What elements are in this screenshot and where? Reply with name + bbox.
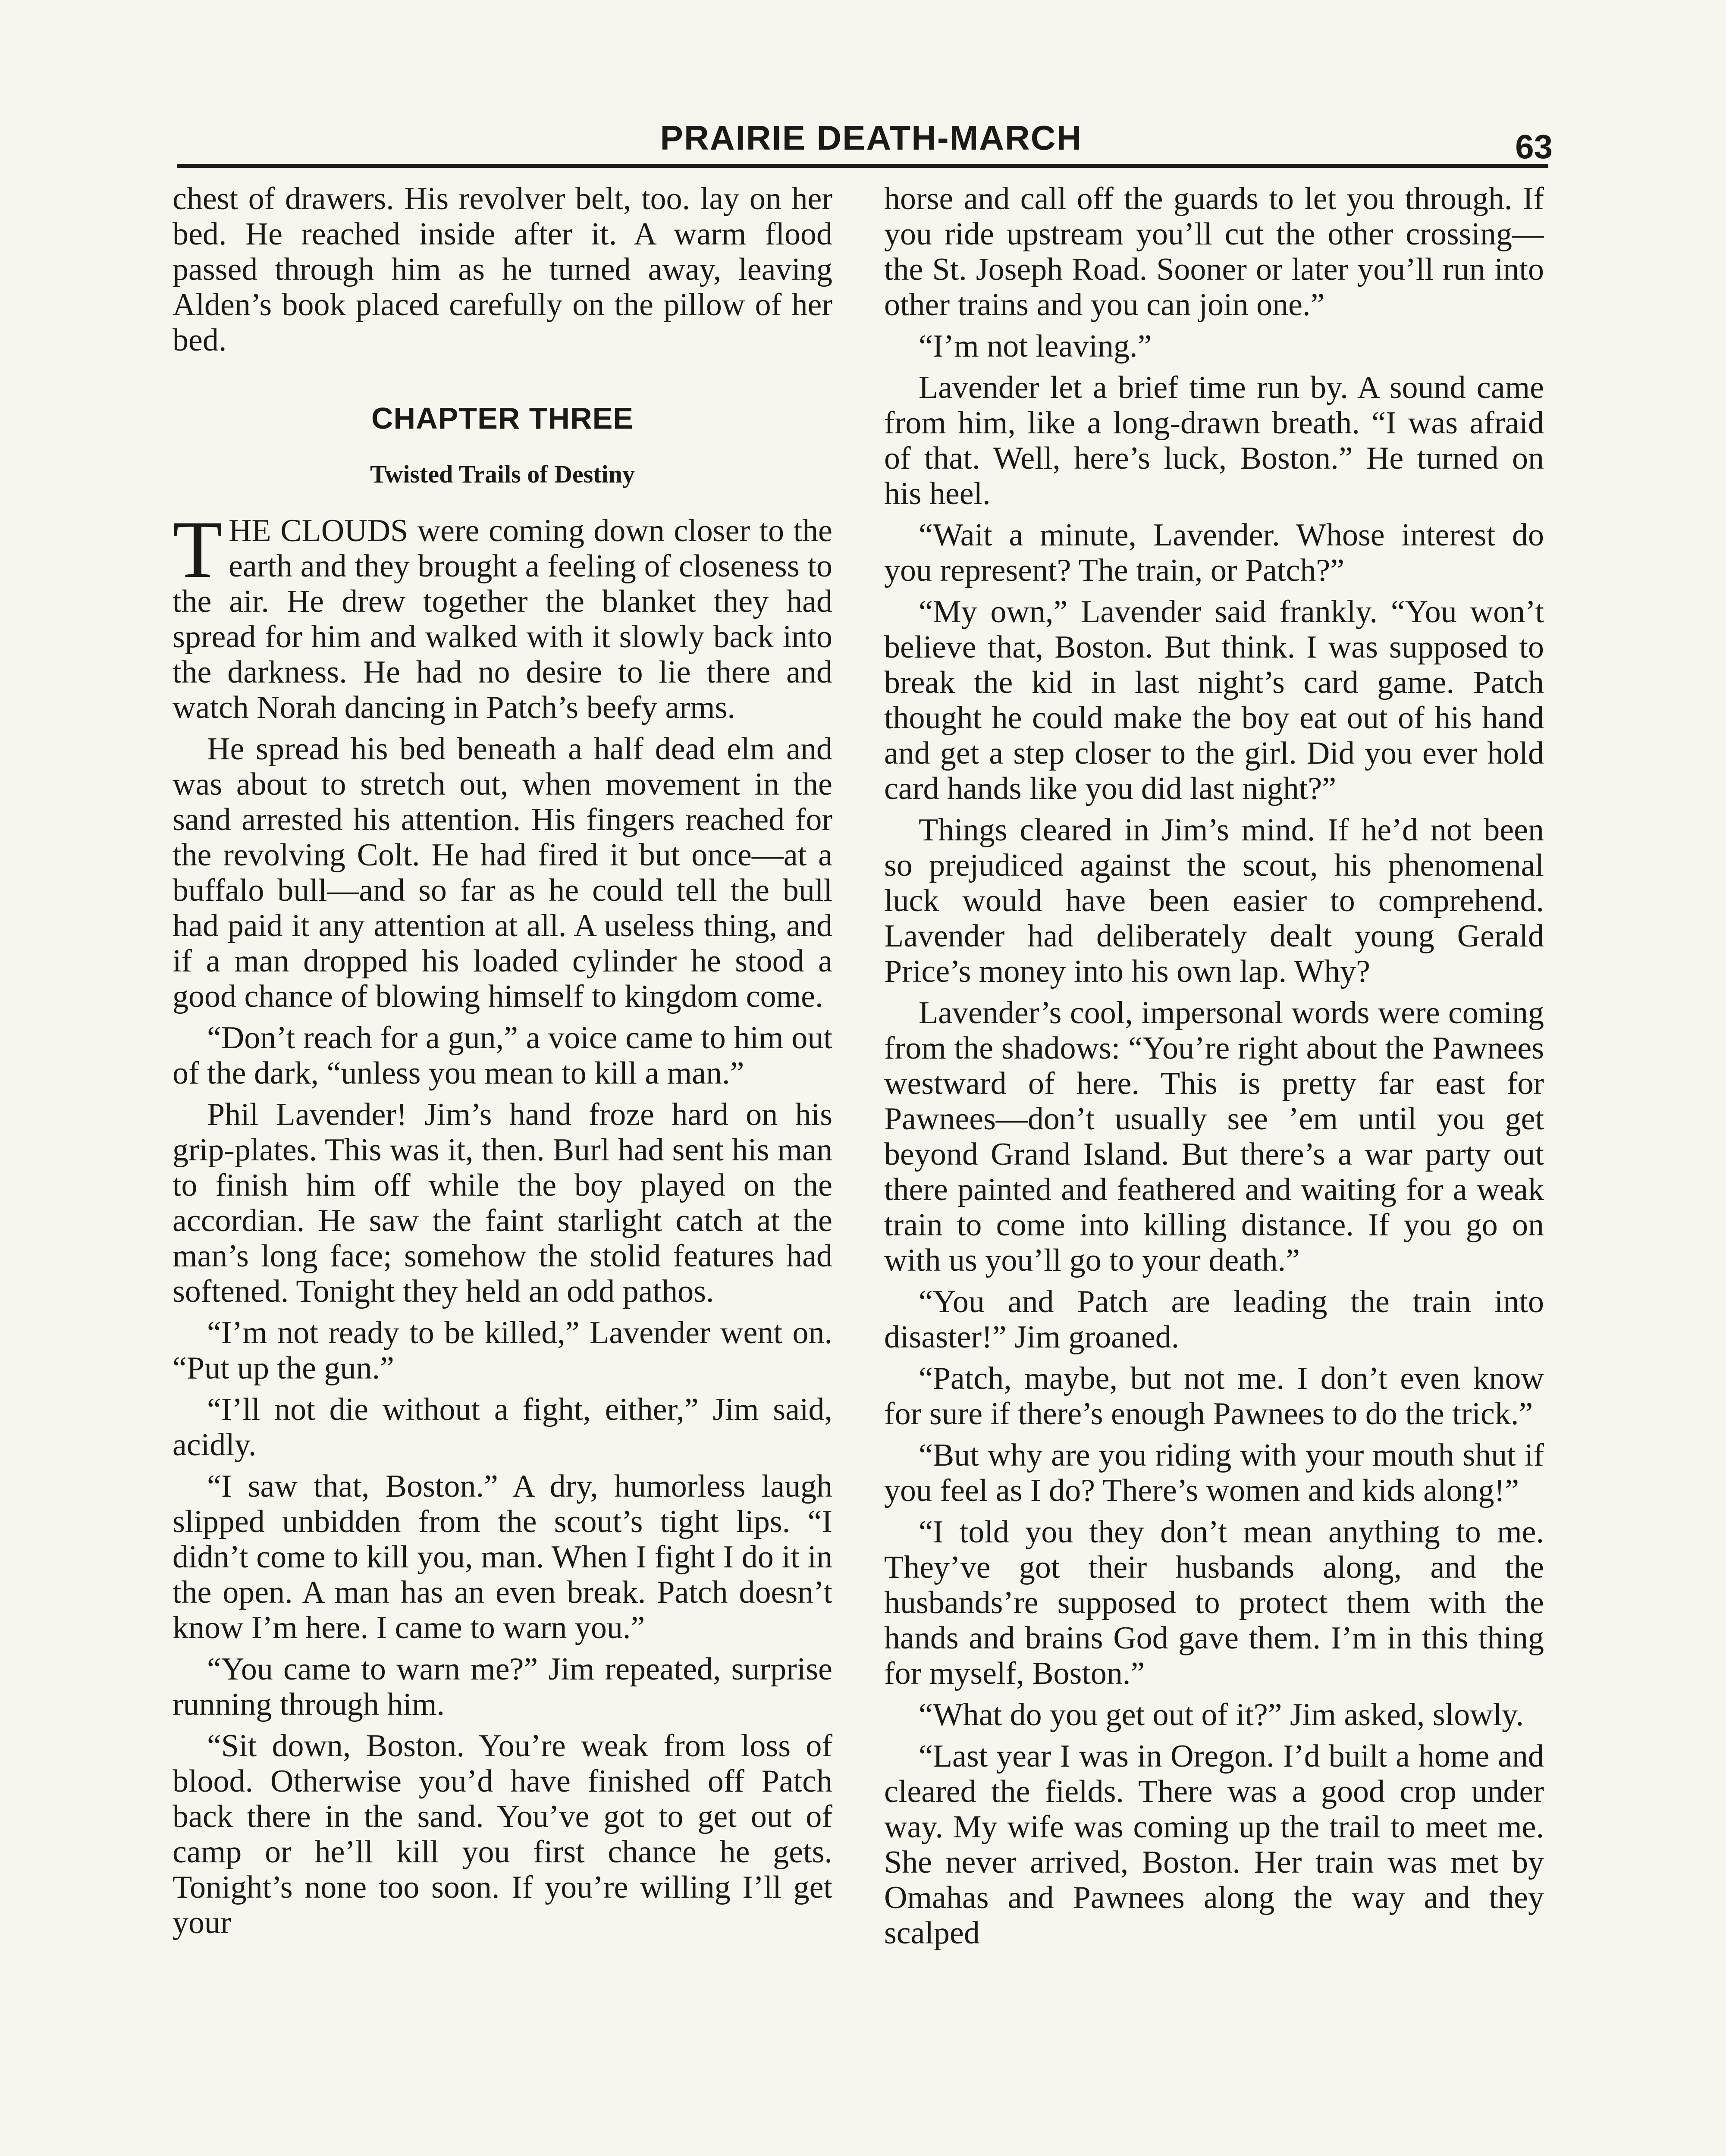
left-column bbox=[173, 181, 832, 2156]
paragraph: “Sit down, Boston. You’re weak from loss of blood. Otherwise you’d have finished off Patch back there in the sand. You’ve got to get out of camp or he’ll kill you first chance he gets. Tonight’s none too soon. If you’re willing I’ll get your bbox=[173, 1728, 832, 1940]
paragraph: “Last year I was in Oregon. I’d built a home and cleared the fields. There was a good crop under way. My wife was coming up the trail to meet me. She never arrived, Boston. Her train was met by Omahas and Pawnees along the way and they scalped bbox=[884, 1739, 1544, 1951]
running-title: PRAIRIE DEATH-MARCH bbox=[660, 119, 1083, 157]
opening-paragraph-text: HE CLOUDS were coming down closer to the earth and they brought a feeling of closeness to the air. He drew together the blanket they had spread for him and walked with it slowly back into the darkness. He had no desire to lie there and watch Norah dancing in Patch’s beefy arms. bbox=[173, 513, 832, 725]
paragraph: “I told you they don’t mean anything to me. They’ve got their husbands along, and the husbands’re supposed to protect them with the hands and brains God gave them. I’m in this thing for myself, Boston.” bbox=[884, 1514, 1544, 1691]
paragraph: He spread his bed beneath a half dead elm and was about to stretch out, when movement in the sand arrested his attention. His fingers reached for the revolving Colt. He had fired it but once—at a buffalo bull—and so far as he could tell the bull had paid it any attention at all. A useless thing, and if a man dropped his loaded cylinder he stood a good chance of blowing himself to kingdom come. bbox=[173, 731, 832, 1014]
paragraph: Phil Lavender! Jim’s hand froze hard on his grip-plates. This was it, then. Burl had sent his man to finish him off while the boy played on the accordian. He saw the faint starlight catch at the man’s long face; somehow the stolid features had softened. Tonight they held an odd pathos. bbox=[173, 1097, 832, 1309]
paragraph: “I’m not leaving.” bbox=[919, 329, 1152, 364]
paragraph: “Patch, maybe, but not me. I don’t even know for sure if there’s enough Pawnees to do the trick.” bbox=[884, 1361, 1544, 1432]
paragraph: “I’m not ready to be killed,” Lavender went on. “Put up the gun.” bbox=[173, 1315, 832, 1386]
paragraph: chest of drawers. His revolver belt, too. lay on her bed. He reached inside after it. A warm flood passed through him as he turned away, leaving Alden’s book placed carefully on the pillow of her bed. bbox=[173, 181, 832, 358]
paragraph: “I’ll not die without a fight, either,” Jim said, acidly. bbox=[173, 1392, 832, 1463]
right-column bbox=[884, 181, 1544, 2156]
paragraph: “I saw that, Boston.” A dry, humorless laugh slipped unbidden from the scout’s tight lips. “I didn’t come to kill you, man. When I fight I do it in the open. A man has an even break. Patch doesn’t know I’m here. I came to warn you.” bbox=[173, 1469, 832, 1645]
page-header bbox=[173, 116, 1570, 168]
paragraph: “My own,” Lavender said frankly. “You won’t believe that, Boston. But think. I was supposed to break the kid in last night’s card game. Patch thought he could make the boy eat out of his hand and get a step closer to the girl. Did you ever hold card hands like you did last night?” bbox=[884, 594, 1544, 806]
paragraph: horse and call off the guards to let you through. If you ride upstream you’ll cut the other crossing—the St. Joseph Road. Sooner or later you’ll run into other trains and you can join one.” bbox=[884, 181, 1544, 323]
paragraph: “You and Patch are leading the train into disaster!” Jim groaned. bbox=[884, 1284, 1544, 1355]
paragraph: “Don’t reach for a gun,” a voice came to him out of the dark, “unless you mean to kill a man.” bbox=[173, 1020, 832, 1091]
drop-cap: T bbox=[173, 505, 223, 595]
opening-paragraph bbox=[173, 505, 832, 725]
paragraph: “You came to warn me?” Jim repeated, surprise running through him. bbox=[173, 1651, 832, 1722]
paragraph: “But why are you riding with your mouth shut if you feel as I do? There’s women and kids along!” bbox=[884, 1438, 1544, 1508]
page-number: 63 bbox=[1515, 128, 1553, 166]
paragraph: “Wait a minute, Lavender. Whose interest do you represent? The train, or Patch?” bbox=[884, 517, 1544, 588]
chapter-subtitle: Twisted Trails of Destiny bbox=[370, 460, 635, 488]
paragraph: Lavender let a brief time run by. A sound came from him, like a long-drawn breath. “I was afraid of that. Well, here’s luck, Boston.” He turned on his heel. bbox=[884, 370, 1544, 511]
paragraph: “What do you get out of it?” Jim asked, slowly. bbox=[919, 1697, 1524, 1733]
header-rule bbox=[177, 164, 1548, 168]
paragraph: Things cleared in Jim’s mind. If he’d not been so prejudiced against the scout, his phenomenal luck would have been easier to comprehend. Lavender had deliberately dealt young Gerald Price’s money into his own lap. Why? bbox=[884, 812, 1544, 989]
chapter-title: CHAPTER THREE bbox=[371, 401, 634, 435]
paragraph: Lavender’s cool, impersonal words were coming from the shadows: “You’re right about the Pawnees westward of here. This is pretty far east for Pawnees—don’t usually see ’em until you get beyond Grand Island. But there’s a war party out there painted and feathered and waiting for a weak train to come into killing distance. If you go on with us you’ll go to your death.” bbox=[884, 995, 1544, 1278]
